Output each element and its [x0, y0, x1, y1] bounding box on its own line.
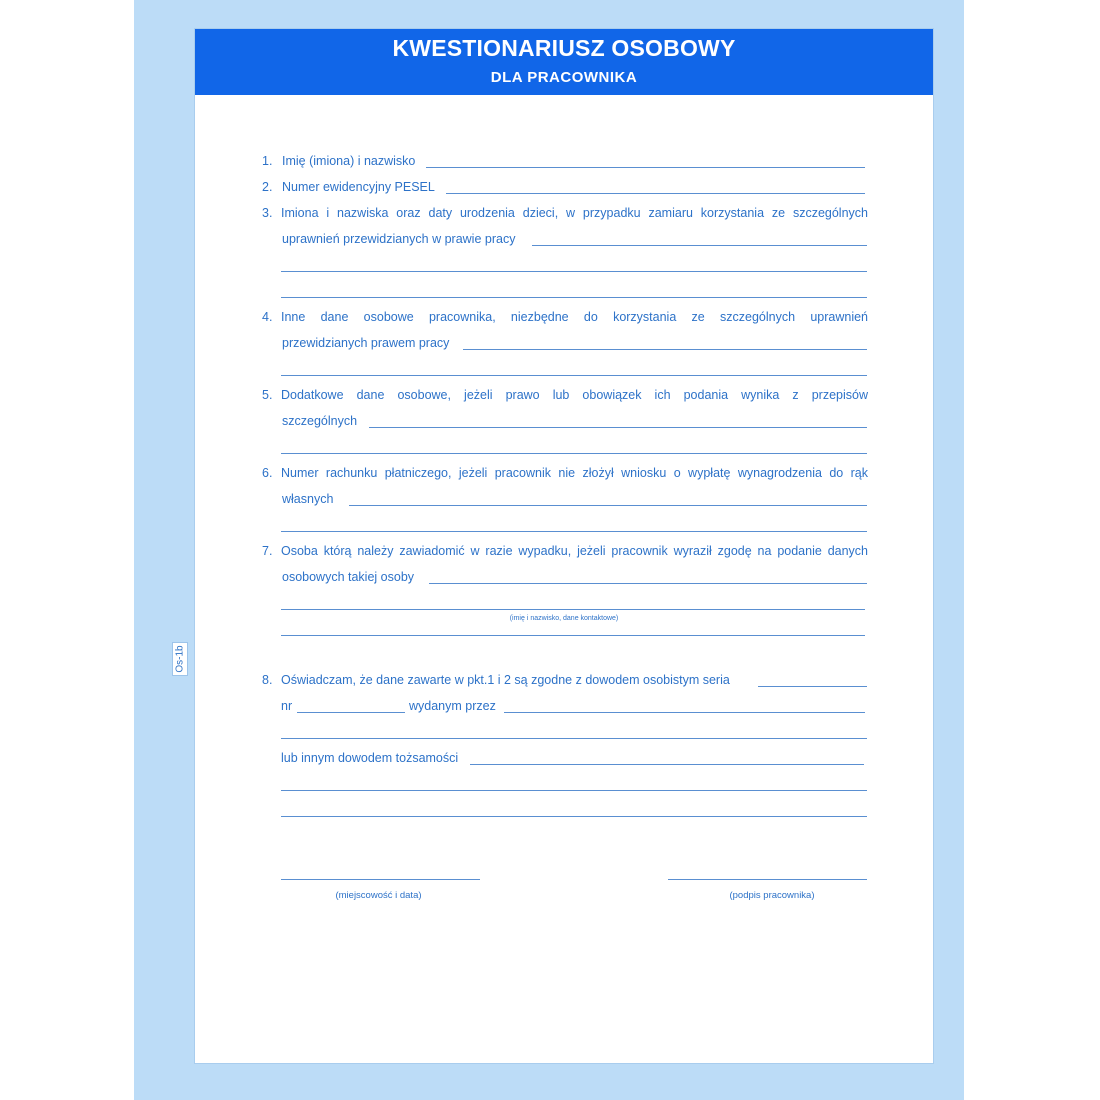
answer-line-contact-3[interactable]: [281, 635, 865, 636]
answer-line-account-2[interactable]: [281, 531, 867, 532]
form-code-text: Os-1b: [174, 645, 186, 673]
question-label: Imię (imiona) i nazwisko: [282, 154, 416, 168]
form-header: [195, 29, 933, 95]
answer-line-additional[interactable]: [369, 427, 867, 428]
answer-line-other-id-3[interactable]: [281, 816, 867, 817]
question-label-cont: przewidzianych prawem pracy: [282, 336, 450, 350]
answer-line-children[interactable]: [532, 245, 867, 246]
answer-line-other-id[interactable]: [470, 764, 864, 765]
question-number: 3.: [262, 206, 273, 220]
question-label-cont: własnych: [282, 492, 334, 506]
answer-line-other-id-2[interactable]: [281, 790, 867, 791]
form-code-label: [172, 642, 188, 676]
question-label-cont: osobowych takiej osoby: [282, 570, 415, 584]
form-subtitle: DLA PRACOWNIKA: [490, 69, 638, 86]
answer-line-pesel[interactable]: [446, 193, 865, 194]
answer-line-id-series[interactable]: [758, 686, 867, 687]
answer-line-contact[interactable]: [429, 583, 867, 584]
question-number: 8.: [262, 673, 273, 687]
place-date-caption: (miejscowość i data): [335, 890, 422, 901]
form-title: KWESTIONARIUSZ OSOBOWY: [392, 35, 736, 61]
question-label-cont: uprawnień przewidzianych w prawie pracy: [282, 232, 516, 246]
question-number: 2.: [262, 180, 273, 194]
question-label: Inne dane osobowe pracownika, niezbędne do korzystania ze szczególnych uprawnień: [281, 310, 868, 324]
question-number: 6.: [262, 466, 273, 480]
question-label: Numer ewidencyjny PESEL: [282, 180, 435, 194]
other-id-label: lub innym dowodem tożsamości: [281, 751, 459, 765]
question-number: 1.: [262, 154, 273, 168]
answer-line-contact-2[interactable]: [281, 609, 865, 610]
question-number: 5.: [262, 388, 273, 402]
question-label: Dodatkowe dane osobowe, jeżeli prawo lub obowiązek ich podania wynika z przepisów: [281, 388, 868, 402]
issued-by-label: wydanym przez: [409, 699, 496, 713]
contact-caption: (imię i nazwisko, dane kontaktowe): [509, 615, 619, 622]
question-label: Osoba którą należy zawiadomić w razie wypadku, jeżeli pracownik wyraził zgodę na podanie danych: [281, 544, 868, 558]
answer-line-additional-2[interactable]: [281, 453, 867, 454]
signature-caption: (podpis pracownika): [729, 890, 815, 901]
answer-line-name[interactable]: [426, 167, 865, 168]
question-label: Imiona i nazwiska oraz daty urodzenia dzieci, w przypadku zamiaru korzystania ze szczególnych: [281, 206, 868, 220]
signature-line[interactable]: [668, 879, 867, 880]
question-label: Oświadczam, że dane zawarte w pkt.1 i 2 są zgodne z dowodem osobistym seria: [281, 673, 730, 687]
question-label: Numer rachunku płatniczego, jeżeli pracownik nie złożył wniosku o wypłatę wynagrodzenia do rąk: [281, 466, 868, 480]
answer-line-issued-by[interactable]: [504, 712, 865, 713]
answer-line-other-data-2[interactable]: [281, 375, 867, 376]
question-number: 7.: [262, 544, 273, 558]
question-number: 4.: [262, 310, 273, 324]
answer-line-children-3[interactable]: [281, 297, 867, 298]
answer-line-id-number[interactable]: [297, 712, 405, 713]
answer-line-account[interactable]: [349, 505, 867, 506]
question-label-cont: szczególnych: [282, 414, 358, 428]
id-number-label: nr: [281, 699, 293, 713]
answer-line-children-2[interactable]: [281, 271, 867, 272]
place-date-line[interactable]: [281, 879, 480, 880]
answer-line-other-data[interactable]: [463, 349, 867, 350]
answer-line-id-2[interactable]: [281, 738, 867, 739]
